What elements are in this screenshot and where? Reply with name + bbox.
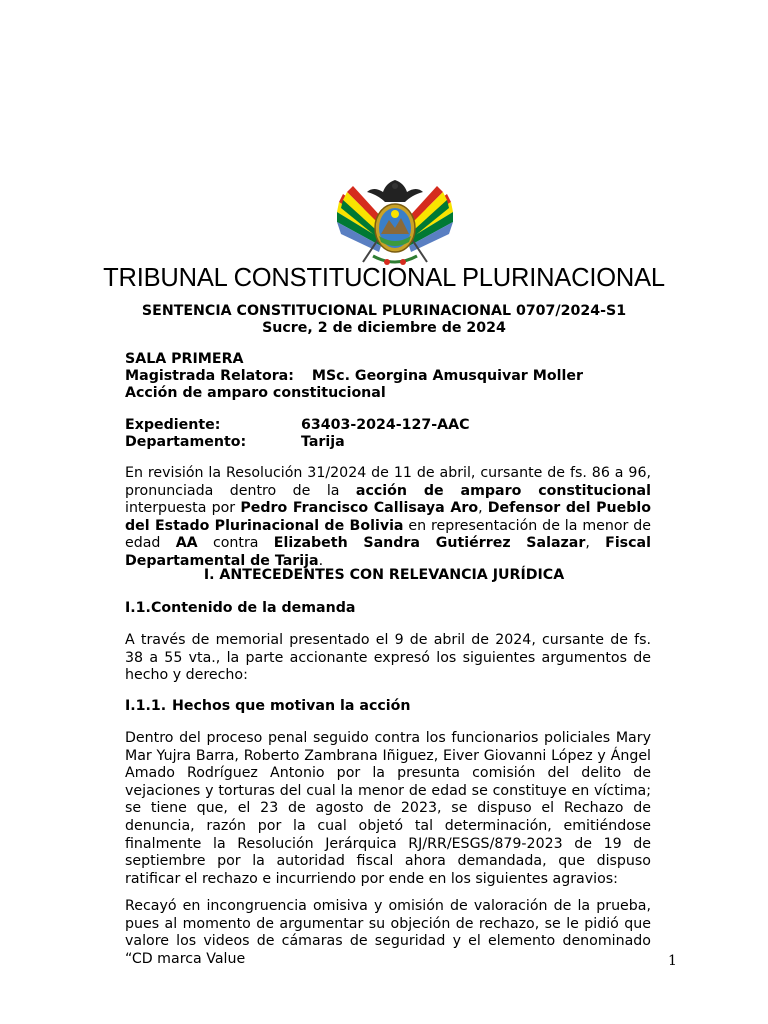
subsection-1-1-1-heading	[125, 698, 410, 714]
departamento-line	[125, 434, 345, 450]
intro-text-4: en representación de la menor de edad	[125, 517, 652, 552]
subsection-1-1-number: I.1.	[125, 600, 151, 616]
expediente-line	[125, 417, 470, 433]
demanda-text: A través de memorial presentado el 9 de abril de 2024, cursante de fs. 38 a 55 vta., la parte accionante expresó los siguientes argumentos de hecho y derecho:	[125, 632, 651, 684]
sentence-title: SENTENCIA CONSTITUCIONAL PLURINACIONAL 0707/2024-S1	[141, 303, 627, 319]
intro-text-6: ,	[585, 535, 606, 552]
expediente-label: Expediente:	[125, 417, 221, 433]
intro-text-3: ,	[478, 500, 488, 517]
subsection-1-1-title: Contenido de la demanda	[150, 600, 356, 616]
intro-bold-minor: AA	[175, 535, 198, 552]
accion-label: Acción de amparo constitucional	[125, 385, 386, 401]
magistrada-value: MSc. Georgina Amusquivar Moller	[311, 368, 583, 384]
expediente-value: 63403-2024-127-AAC	[301, 417, 470, 433]
demanda-paragraph	[125, 632, 651, 685]
subsection-1-1-heading	[125, 600, 355, 616]
intro-paragraph	[125, 465, 651, 571]
hechos-text-1: Dentro del proceso penal seguido contra los funcionarios policiales Mary Mar Yujra Barra, Roberto Zambrana Iñiguez, Eiver Giovanni López y Ángel Amado Rodríguez Antonio por la presunta comisión del delito de vejaciones y torturas del cual la menor de edad se constituye en víctima; se tiene que, el 23 de agosto de 2023, se dispuso el Rechazo de denuncia, razón por la cual objetó tal determinación, emitiéndose finalmente la Resolución Jerárquica RJ/RR/ESGS/879-2023 de 19 de septiembre por la autoridad fiscal ahora demandada, que dispuso ratificar el rechazo e incurriendo por ende en los siguientes agravios:	[125, 730, 651, 887]
hechos-text-2: Recayó en incongruencia omisiva y omisión de valoración de la prueba, pues al momento de argumentar su objeción de rechazo, se le pidió que valore los videos de cámaras de seguridad y el elemento denominado “CD marca Value	[125, 898, 651, 967]
institution-title: TRIBUNAL CONSTITUCIONAL PLURINACIONAL	[103, 264, 665, 292]
section-1-title: I. ANTECEDENTES CON RELEVANCIA JURÍDICA	[203, 567, 565, 583]
magistrada-line	[125, 368, 583, 384]
intro-bold-defensor: Defensor del Pueblo del Estado Plurinacional de Bolivia	[125, 500, 651, 534]
bolivia-coat-of-arms-icon	[333, 176, 457, 272]
intro-bold-action: acción de amparo constitucional	[355, 482, 651, 499]
magistrada-label: Magistrada Relatora:	[125, 368, 294, 384]
departamento-label: Departamento:	[125, 434, 247, 450]
subsection-1-1-1-title: Hechos que motivan la acción	[172, 698, 411, 714]
intro-text-2: interpuesta por	[125, 500, 241, 517]
place-date: Sucre, 2 de diciembre de 2024	[262, 320, 506, 336]
sala-label: SALA PRIMERA	[125, 351, 244, 367]
intro-bold-fiscal: Fiscal Departamental de Tarija	[125, 535, 651, 569]
hechos-paragraph-1	[125, 730, 651, 888]
page-number: 1	[668, 953, 677, 969]
departamento-value: Tarija	[301, 434, 345, 450]
hechos-paragraph-2	[125, 898, 651, 968]
intro-bold-defendant: Elizabeth Sandra Gutiérrez Salazar	[273, 535, 586, 552]
intro-text-7: .	[318, 552, 324, 569]
subsection-1-1-1-number: I.1.1.	[125, 698, 167, 714]
intro-bold-plaintiff: Pedro Francisco Callisaya Aro	[240, 500, 479, 517]
intro-text-5: contra	[197, 535, 274, 552]
intro-text-1: En revisión la Resolución 31/2024 de 11 de abril, cursante de fs. 86 a 96, pronunciada dentro de la	[125, 465, 651, 499]
